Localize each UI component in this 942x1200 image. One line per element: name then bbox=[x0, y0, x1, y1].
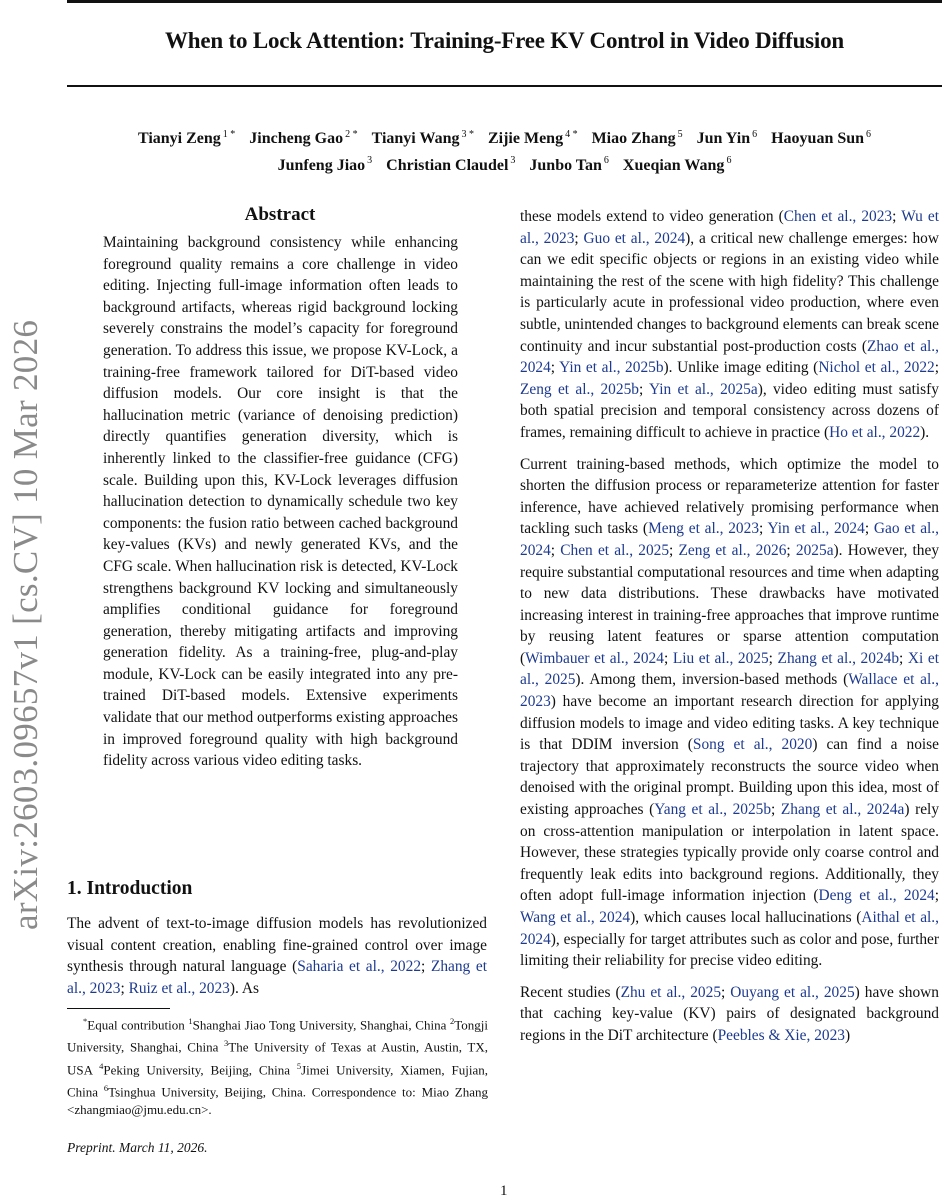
left-column bbox=[67, 200, 457, 772]
footnote-marker: 6 bbox=[103, 1082, 109, 1093]
author-name: Zijie Meng $^{4 *}$ bbox=[487, 129, 578, 148]
citation-link[interactable]: Chen et al., 2023 bbox=[783, 208, 893, 225]
body-text: ; bbox=[721, 983, 731, 1001]
citation-link[interactable]: Wang et al., 2024 bbox=[520, 909, 631, 926]
citation-link[interactable]: Zhang et al., 2024a bbox=[780, 801, 905, 819]
author-name: Tianyi Zeng $^{1 *}$ bbox=[137, 129, 236, 148]
affiliation-marker: 6 bbox=[726, 155, 732, 167]
citation-link[interactable]: Yin et al., 2024 bbox=[767, 520, 865, 538]
body-text: ; bbox=[759, 520, 768, 538]
body-text: ; bbox=[550, 359, 560, 377]
body-text: ) have shown that caching key-value (KV) pairs of designated background regions in the DiT architecture ( bbox=[520, 983, 939, 1044]
citation-link[interactable]: Nichol et al., 2022 bbox=[818, 359, 935, 377]
body-text: ; bbox=[892, 208, 902, 225]
body-text: ; bbox=[899, 649, 908, 667]
author-name: Miao Zhang $^5$ bbox=[591, 129, 683, 148]
author-name: Junbo Tan $^6$ bbox=[529, 155, 609, 174]
citation-link[interactable]: Zeng et al., 2026 bbox=[678, 541, 787, 559]
body-text: ). Among them, inversion-based methods ( bbox=[575, 671, 849, 689]
body-text: ). As bbox=[229, 979, 259, 997]
citation-link[interactable]: Aithal et al., 2024 bbox=[520, 909, 939, 948]
citation-link[interactable]: Song et al., 2020 bbox=[692, 736, 813, 754]
author-name: Jincheng Gao $^{2 *}$ bbox=[249, 129, 358, 148]
body-text: Recent studies ( bbox=[520, 983, 621, 1001]
affiliation-marker: 1 * bbox=[222, 129, 236, 140]
page-number: 1 bbox=[500, 1183, 508, 1199]
body-text: ). However, they require substantial computational resources and time when adapting to new data distributions. These drawbacks have motivated increasing interest in training-free approaches that improve runtime by reusing latent features or sparse attention computation ( bbox=[520, 541, 940, 667]
body-text: ; bbox=[421, 958, 431, 976]
preprint-date: Preprint. March 11, 2026. bbox=[67, 1140, 208, 1155]
body-text: ) can find a noise trajectory that approximately reconstructs the source video when denoised with the original prompt. Building upon this idea, most of existing approaches ( bbox=[520, 736, 940, 819]
citation-link[interactable]: Guo et al., 2024 bbox=[583, 229, 686, 247]
arxiv-stamp[interactable]: arXiv:2603.09657v1 [cs.CV] 10 Mar 2026 bbox=[6, 319, 45, 930]
footnote-text: Peking University, Beijing, China bbox=[103, 1061, 297, 1077]
citation-link[interactable]: Yang et al., 2025b bbox=[654, 801, 772, 819]
citation-link[interactable]: Chen et al., 2025 bbox=[560, 541, 670, 559]
footnote-text: Equal contribution bbox=[87, 1017, 189, 1033]
affiliation-marker: 3 * bbox=[461, 129, 474, 140]
author-name: Jun Yin $^6$ bbox=[696, 129, 758, 148]
body-text: ; bbox=[771, 801, 781, 819]
author-name: Haoyuan Sun $^6$ bbox=[771, 129, 872, 148]
affiliations-footnote bbox=[67, 1012, 488, 1119]
author-name: Christian Claudel $^3$ bbox=[386, 155, 516, 174]
affiliation-marker: 4 * bbox=[565, 129, 578, 140]
citation-link[interactable]: Liu et al., 2025 bbox=[672, 649, 769, 667]
body-text: ; bbox=[768, 649, 778, 667]
footnote-marker: 5 bbox=[296, 1060, 302, 1071]
footnote-text: Tsinghua University, Beijing, China. Correspondence to: Miao Zhang <zhangmiao@jmu.edu.cn>. bbox=[67, 1084, 488, 1118]
footnote-text: Shanghai Jiao Tong University, Shanghai, China bbox=[192, 1017, 450, 1033]
citation-link[interactable]: Zhao et al., 2024 bbox=[520, 337, 940, 377]
citation-link[interactable]: Saharia et al., 2022 bbox=[297, 958, 422, 976]
footnote-marker: 4 bbox=[99, 1060, 104, 1071]
citation-link[interactable]: Gao et al., 2024 bbox=[520, 520, 939, 559]
footnote-marker: 2 bbox=[449, 1016, 455, 1026]
section-heading-introduction: 1. Introduction bbox=[67, 878, 193, 899]
affiliation-marker: 6 bbox=[603, 155, 609, 167]
footnote-marker: 1 bbox=[188, 1016, 193, 1026]
footnote-text: Tongji University, Shanghai, China bbox=[67, 1017, 488, 1055]
affiliation-marker: 6 bbox=[866, 129, 872, 140]
citation-link[interactable]: Yin et al., 2025b bbox=[559, 359, 664, 377]
citation-link[interactable]: Zhu et al., 2025 bbox=[620, 983, 722, 1001]
body-text: The advent of text-to-image diffusion models has revolutionized visual content creation, enabling fine-grained control over image synthesis through natural language ( bbox=[67, 915, 487, 976]
body-text: ; bbox=[934, 359, 939, 377]
author-name: Junfeng Jiao $^3$ bbox=[277, 155, 373, 174]
citation-link[interactable]: Ruiz et al., 2023 bbox=[128, 979, 230, 997]
footnote-marker: 3 bbox=[224, 1038, 229, 1049]
intro-paragraph-4 bbox=[520, 982, 939, 1047]
citation-link[interactable]: Wu et al., 2023 bbox=[520, 208, 939, 247]
citation-link[interactable]: Wimbauer et al., 2024 bbox=[525, 649, 664, 667]
footnote-marker: * bbox=[83, 1016, 88, 1026]
citation-link[interactable]: Xi et al., 2025 bbox=[520, 649, 939, 689]
body-text: ) have become an important research direction for applying diffusion models to image and video editing tasks. A key technique is that DDIM inversion ( bbox=[520, 693, 939, 754]
body-text: ; bbox=[663, 649, 673, 667]
citation-link[interactable]: Wallace et al., 2023 bbox=[520, 671, 939, 711]
paper-title: When to Lock Attention: Training-Free KV Control in Video Diffusion bbox=[165, 28, 844, 53]
citation-link[interactable]: Ho et al., 2022 bbox=[829, 423, 921, 441]
affiliation-marker: 6 bbox=[752, 129, 758, 140]
citation-link[interactable]: Zeng et al., 2025b bbox=[520, 380, 639, 398]
body-text: ). bbox=[920, 423, 930, 441]
body-text: ; bbox=[550, 541, 561, 559]
body-text: these models extend to video generation ( bbox=[520, 208, 784, 225]
citation-link[interactable]: Peebles & Xie, 2023 bbox=[717, 1026, 845, 1044]
body-text: ; bbox=[669, 541, 679, 559]
body-text: ; bbox=[638, 380, 649, 398]
body-text: ), a critical new challenge emerges: how can we edit specific objects or regions in an existing video while maintaining the rest of the scene with high fidelity? This challenge is particularly acute in professional video production, where even subtle, unintended changes to background elements can break scene continuity and incur substantial post-production costs ( bbox=[520, 229, 939, 355]
footnote-text: The University of Texas at Austin, Austin, TX, USA bbox=[67, 1039, 489, 1077]
abstract-text: Maintaining background consistency while enhancing foreground quality remains a core challenge in video editing. Injecting full-image information often leads to background artifacts, whereas rigid background locking severely constrains the model’s capacity for foreground generation. To address this issue, we propose KV-Lock, a training-free framework tailored for DiT-based video diffusion models. Our core insight is that the hallucination metric (variance of denoising prediction) directly quantifies generation diversity, which is inherently linked to the classifier-free guidance (CFG) scale. Building upon this, KV-Lock leverages diffusion hallucination detection to dynamically schedule two key components: the fusion ratio between cached background key-values (KVs) and newly generated KVs, and the CFG scale. When hallucination risk is detected, KV-Lock strengthens background KV locking and simultaneously amplifies conditional guidance for foreground generation, thereby mitigating artifacts and improving generation fidelity. As a training-free, plug-and-play module, KV-Lock can be easily integrated into any pre-trained DiT-based models. Extensive experiments validate that our method outperforms existing approaches in improved foreground quality with high background fidelity across various video editing tasks. bbox=[103, 234, 458, 770]
body-text: ; bbox=[574, 229, 584, 247]
title-bottom-rule bbox=[67, 85, 942, 87]
intro-paragraph-2 bbox=[520, 206, 939, 444]
author-name: Tianyi Wang $^{3 *}$ bbox=[371, 129, 474, 148]
affiliation-marker: 3 bbox=[510, 155, 516, 167]
intro-paragraph-1 bbox=[67, 913, 487, 999]
citation-link[interactable]: Ouyang et al., 2025 bbox=[730, 983, 855, 1001]
author-name: Xueqian Wang $^6$ bbox=[622, 155, 732, 174]
body-text: ) bbox=[844, 1026, 851, 1044]
citation-link[interactable]: 2025a bbox=[795, 541, 834, 559]
body-text: ; bbox=[934, 887, 939, 905]
citation-link[interactable]: Zhang et al., 2023 bbox=[67, 958, 487, 997]
body-text: ), which causes local hallucinations ( bbox=[630, 909, 862, 926]
citation-link[interactable]: Meng et al., 2023 bbox=[648, 520, 760, 538]
affiliation-marker: 5 bbox=[677, 129, 683, 140]
abstract-heading: Abstract bbox=[244, 204, 316, 225]
citation-link[interactable]: Deng et al., 2024 bbox=[818, 887, 935, 905]
body-text: Current training-based methods, which optimize the model to shorten the diffusion process or reparameterize attention for faster inference, have achieved relatively promising performance when tackling such tasks ( bbox=[520, 455, 939, 538]
citation-link[interactable]: Yin et al., 2025a bbox=[649, 380, 758, 398]
author-list bbox=[67, 124, 942, 177]
body-text: ; bbox=[786, 541, 796, 559]
body-text: ), especially for target attributes such as color and pose, further limiting their reliability for precise video editing. bbox=[520, 930, 939, 970]
body-text: ; bbox=[864, 520, 874, 538]
citation-link[interactable]: Zhang et al., 2024b bbox=[777, 649, 900, 667]
body-text: ), video editing must satisfy both spatial precision and temporal consistency across dozens of frames, remaining difficult to achieve in practice ( bbox=[520, 380, 939, 441]
affiliation-marker: 3 bbox=[367, 155, 373, 167]
right-column bbox=[520, 206, 939, 1057]
intro-paragraph-3 bbox=[520, 454, 939, 972]
body-text: ; bbox=[120, 979, 129, 997]
footnote-text: Jimei University, Xiamen, Fujian, China bbox=[67, 1061, 489, 1100]
body-text: ). Unlike image editing ( bbox=[663, 359, 819, 377]
affiliation-marker: 2 * bbox=[345, 129, 358, 140]
top-rule bbox=[67, 0, 942, 3]
footnote-rule bbox=[67, 1008, 170, 1009]
body-text: ) rely on cross-attention manipulation or interpolation in latent space. However, these strategies typically provide only coarse control and frequently leak edits into background regions. Additionally, they often adopt full-image information injection ( bbox=[520, 801, 940, 905]
